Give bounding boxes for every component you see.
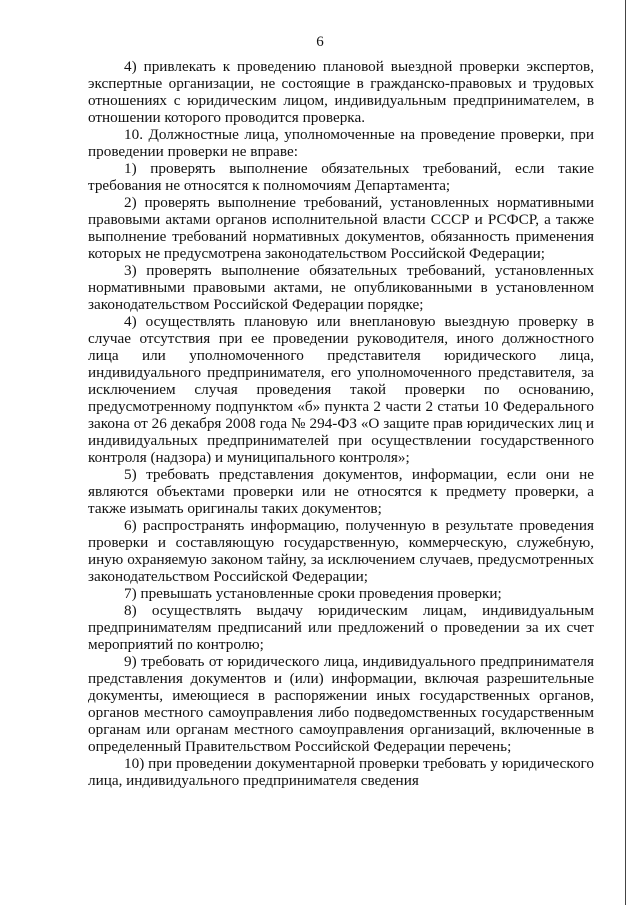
page-number: 6 <box>316 34 324 50</box>
paragraph-item-2: 2) проверять выполнение требований, установленных нормативными правовыми актами органов исполнительной власти СССР и РСФСР, а также выполнение требований нормативных документов, обязанность применения которых не предусмотрена законодательством Российской Федерации; <box>88 194 594 262</box>
paragraph-item-6: 6) распространять информацию, полученную в результате проведения проверки и составляющую государственную, коммерческую, служебную, иную охраняемую законом тайну, за исключением случаев, предусмотренных законодательством Российской Федерации; <box>88 517 594 585</box>
scan-edge-line <box>625 0 626 905</box>
paragraph-item-5: 5) требовать представления документов, информации, если они не являются объектами проверки или не относятся к предмету проверки, а также изымать оригиналы таких документов; <box>88 466 594 517</box>
paragraph-item-7: 7) превышать установленные сроки проведения проверки; <box>124 585 502 602</box>
paragraph-item-9: 9) требовать от юридического лица, индивидуального предпринимателя представления документов и (или) информации, включая разрешительные документы, имеющиеся в распоряжении иных государственных органов, органов местного самоуправления либо подведомственных государственным органам или органам местного самоуправления организаций, включенные в определенный Правительством Российской Федерации перечень; <box>88 653 594 755</box>
document-body <box>88 58 594 789</box>
paragraph-clause-10-heading: 10. Должностные лица, уполномоченные на проведение проверки, при проведении проверки не вправе: <box>88 126 594 160</box>
paragraph-item-4: 4) осуществлять плановую или внеплановую выездную проверку в случае отсутствия при ее проведении руководителя, иного должностного лица или уполномоченного представителя юридического лица, индивидуального предпринимателя, его уполномоченного представителя, за исключением случая проведения такой проверки по основанию, предусмотренному подпунктом «б» пункта 2 части 2 статьи 10 Федерального закона от 26 декабря 2008 года № 294-ФЗ «О защите прав юридических лиц и индивидуальных предпринимателей при осуществлении государственного контроля (надзора) и муниципального контроля»; <box>88 313 594 466</box>
paragraph-item-1: 1) проверять выполнение обязательных требований, если такие требования не относятся к полномочиям Департамента; <box>88 160 594 194</box>
paragraph-item-8: 8) осуществлять выдачу юридическим лицам, индивидуальным предпринимателям предписаний или предложений о проведении за их счет мероприятий по контролю; <box>88 602 594 653</box>
paragraph-item-10: 10) при проведении документарной проверки требовать у юридического лица, индивидуального предпринимателя сведения <box>88 755 594 789</box>
paragraph-item-4-engage-experts: 4) привлекать к проведению плановой выездной проверки экспертов, экспертные организации, не состоящие в гражданско-правовых и трудовых отношениях с юридическим лицом, индивидуальным предпринимателем, в отношении которого проводится проверка. <box>88 58 594 126</box>
paragraph-item-3: 3) проверять выполнение обязательных требований, установленных нормативными правовыми актами, не опубликованными в установленном законодательством Российской Федерации порядке; <box>88 262 594 313</box>
